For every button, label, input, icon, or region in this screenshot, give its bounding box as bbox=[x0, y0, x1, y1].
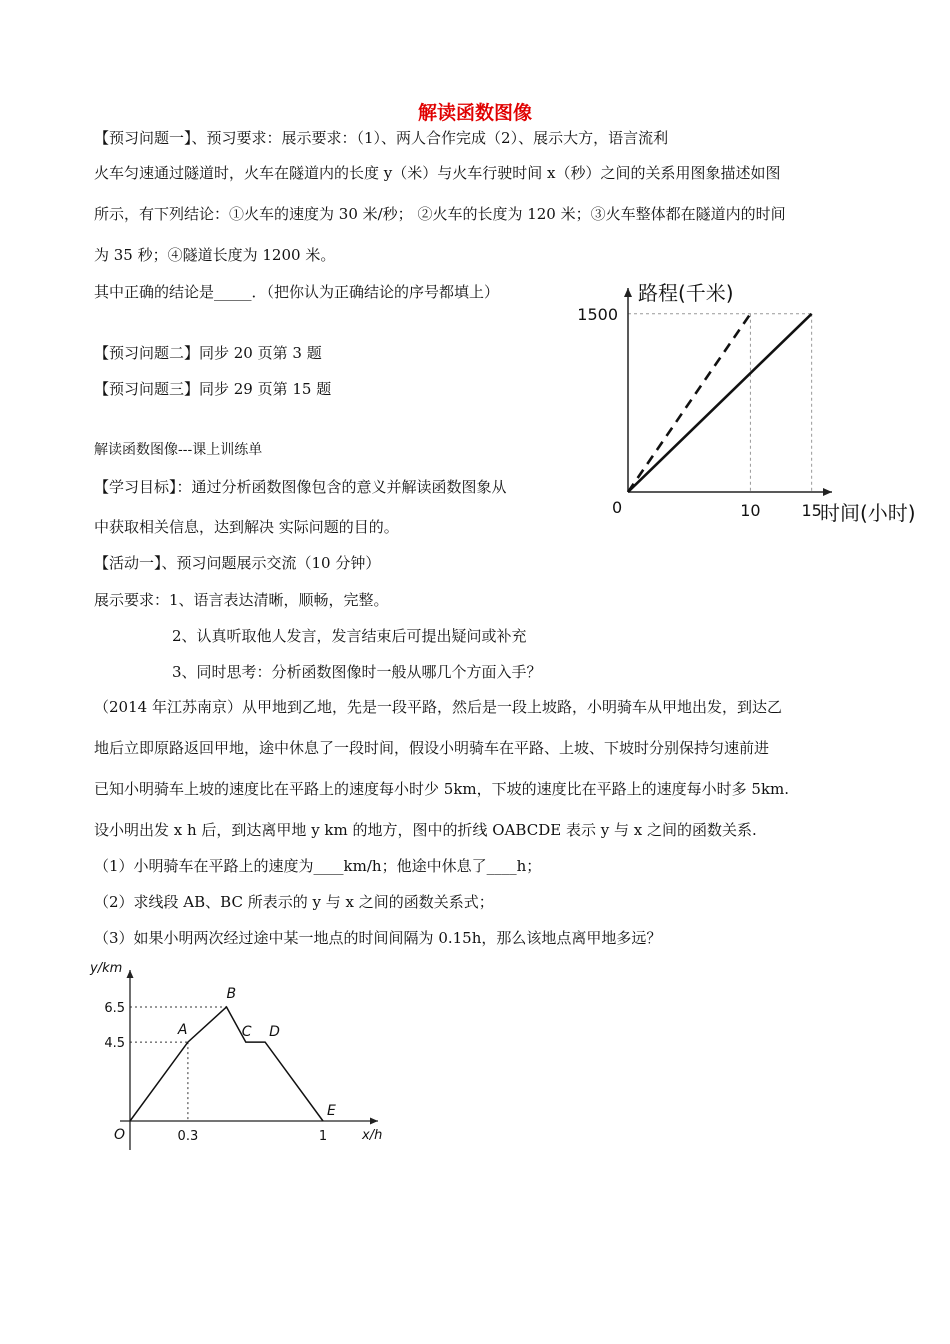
chart2-x-tick-label: 0.3 bbox=[177, 1129, 199, 1144]
chart2-x-label: x/h bbox=[362, 1128, 383, 1143]
chart2-point-label-D: D bbox=[269, 1024, 280, 1041]
chart1-origin-label: 0 bbox=[612, 498, 623, 517]
chart2-x-tick-label: 1 bbox=[318, 1129, 328, 1144]
chart1-series-solid bbox=[628, 314, 812, 492]
chart2-y-label: y/km bbox=[90, 961, 123, 976]
page-title: 解读函数图像 bbox=[417, 102, 532, 124]
subquestion-1: （1）小明骑车在平路上的速度为____km/h；他途中休息了____h； bbox=[94, 857, 542, 875]
chart2-origin-label: O bbox=[114, 1127, 126, 1143]
chart2-point-label-A: A bbox=[177, 1022, 188, 1039]
chart-distance-time bbox=[560, 270, 940, 540]
chart2-point-label-B: B bbox=[226, 986, 237, 1002]
preview-requirements: 【预习问题一】、预习要求：展示要求：（1）、两人合作完成（2）、展示大方，语言流利 bbox=[94, 129, 669, 147]
chart2-y-tick-label: 6.5 bbox=[104, 1001, 125, 1016]
display-requirement-1: 展示要求：1、语言表达清晰，顺畅，完整。 bbox=[94, 591, 389, 609]
activity-heading: 【活动一】、预习问题展示交流（10 分钟） bbox=[94, 554, 381, 572]
subquestion-2: （2）求线段 AB、BC 所表示的 y 与 x 之间的函数关系式； bbox=[94, 893, 494, 911]
worksheet-subtitle: 解读函数图像---课上训练单 bbox=[94, 442, 263, 458]
chart1-x-tick-label: 10 bbox=[740, 501, 761, 520]
subquestion-3: （3）如果小明两次经过途中某一地点的时间间隔为 0.15h，那么该地点离甲地多远？ bbox=[94, 929, 662, 947]
chart2-point-label-E: E bbox=[327, 1103, 336, 1119]
preview-question3: 【预习问题三】同步 29 页第 15 题 bbox=[94, 380, 332, 398]
chart1-y-label: 路程(千米) bbox=[638, 281, 734, 305]
chart2-point-label-C: C bbox=[241, 1024, 252, 1041]
problem-line3: 已知小明骑车上坡的速度比在平路上的速度每小时少 5km，下坡的速度比在平路上的速度每小时多 5km. bbox=[94, 780, 790, 798]
chart-oabcde bbox=[80, 950, 400, 1160]
display-requirement-2: 2、认真听取他人发言，发言结束后可提出疑问或补充 bbox=[172, 627, 527, 645]
display-requirement-3: 3、同时思考：分析函数图像时一般从哪几个方面入手？ bbox=[172, 663, 542, 681]
chart1-y-tick-label: 1500 bbox=[577, 304, 618, 324]
chart1-x-tick-label: 15 bbox=[801, 501, 822, 520]
question1-line1: 火车匀速通过隧道时，火车在隧道内的长度 y（米）与火车行驶时间 x（秒）之间的关系用图象描述如图 bbox=[94, 164, 781, 182]
chart1-x-label: 时间(小时) bbox=[820, 501, 916, 525]
problem-line1: （2014 年江苏南京）从甲地到乙地，先是一段平路，然后是一段上坡路，小明骑车从甲地出发，到达乙 bbox=[94, 698, 782, 716]
question1-answer-line: 其中正确的结论是_____．（把你认为正确结论的序号都填上） bbox=[94, 283, 500, 301]
learning-goal-line1: 【学习目标】：通过分析函数图像包含的意义并解读函数图象从 bbox=[94, 478, 507, 496]
learning-goal-line2: 中获取相关信息，达到解决 实际问题的目的。 bbox=[94, 518, 399, 536]
problem-line4: 设小明出发 x h 后，到达离甲地 y km 的地方，图中的折线 OABCDE 表示 y 与 x 之间的函数关系. bbox=[94, 821, 757, 839]
preview-question2: 【预习问题二】同步 20 页第 3 题 bbox=[94, 344, 322, 362]
question1-line2: 所示，有下列结论：①火车的速度为 30 米/秒； ②火车的长度为 120 米；③火车整体都在隧道内的时间 bbox=[94, 205, 786, 223]
chart2-series-oabcde bbox=[130, 1007, 323, 1121]
question1-line3: 为 35 秒；④隧道长度为 1200 米。 bbox=[94, 246, 336, 264]
chart1-series-dashed bbox=[628, 314, 750, 492]
problem-line2: 地后立即原路返回甲地，途中休息了一段时间，假设小明骑车在平路、上坡、下坡时分别保持匀速前进 bbox=[94, 739, 770, 757]
chart2-y-tick-label: 4.5 bbox=[104, 1036, 125, 1052]
